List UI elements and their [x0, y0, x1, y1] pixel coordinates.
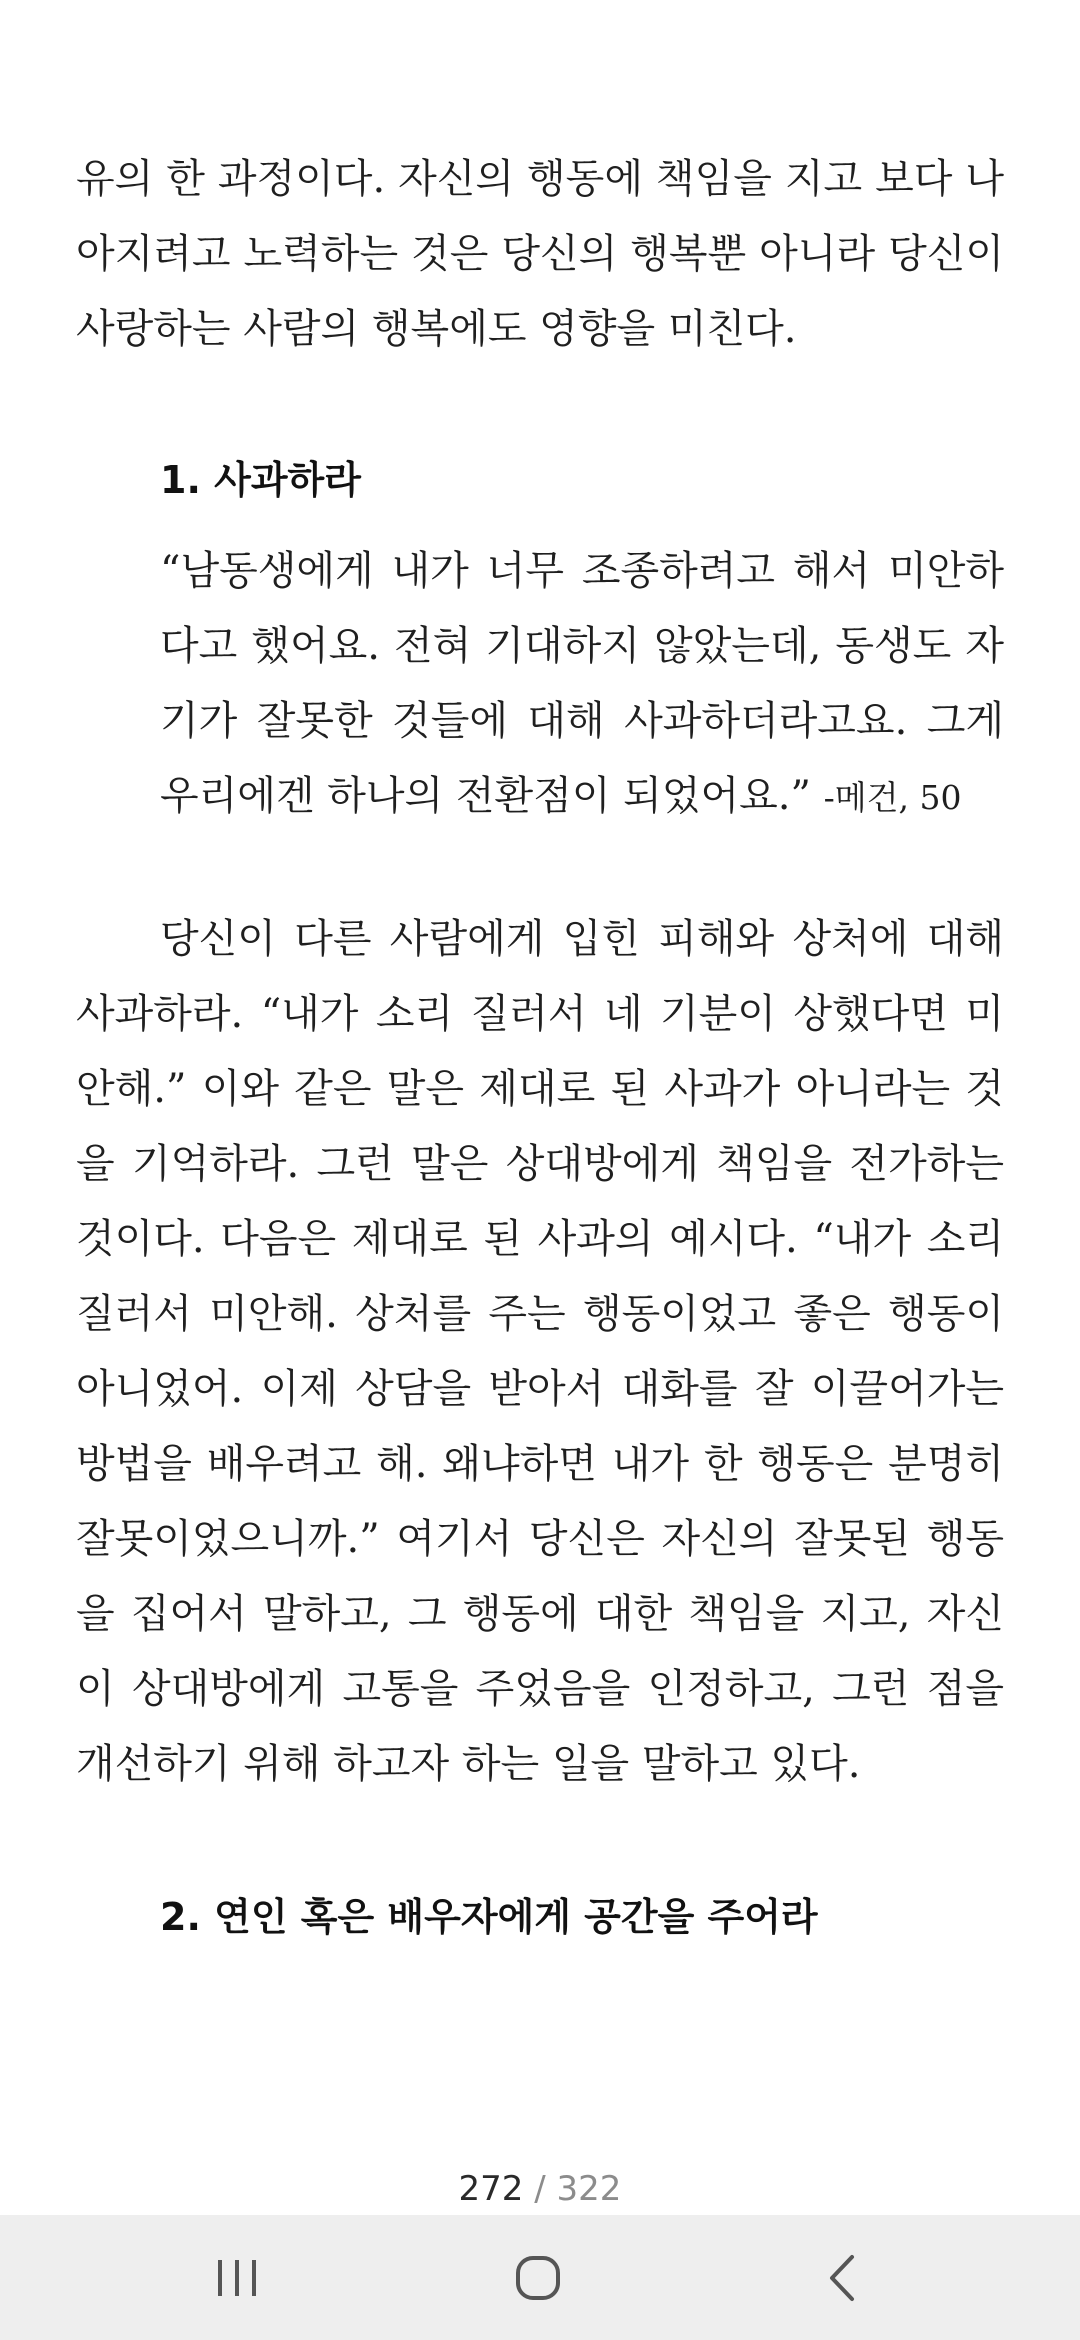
page-indicator — [0, 2164, 1080, 2214]
home-button[interactable] — [458, 2215, 618, 2340]
back-icon — [825, 2254, 859, 2302]
page-separator: / — [523, 2169, 557, 2209]
body-paragraph: 유의 한 과정이다. 자신의 행동에 책임을 지고 보다 나아지려고 노력하는 것은 당신의 행복뿐 아니라 당신이 사랑하는 사람의 행복에도 영향을 미친다. — [76, 156, 1004, 352]
body-paragraph: 당신이 다른 사람에게 입힌 피해와 상처에 대해 사과하라. “내가 소리 질러서 네 기분이 상했다면 미안해.” 이와 같은 말은 제대로 된 사과가 아니라는 것을 기억하라. 그런 말은 상대방에게 책임을 전가하는 것이다. 다음은 제대로 된 사과의 예시다. “내가 소리 질러서 미안해. 상처를 주는 행동이었고 좋은 행동이 아니었어. 이제 상담을 받아서 대화를 잘 이끌어가는 방법을 배우려고 해. 왜냐하면 내가 한 행동은 분명히 잘못이었으니까.” 여기서 당신은 자신의 잘못된 행동을 집어서 말하고, 그 행동에 대한 책임을 지고, 자신이 상대방에게 고통을 주었음을 인정하고, 그런 점을 개선하기 위해 하고자 하는 일을 말하고 있다. — [76, 916, 1004, 1787]
section-heading: 2. 연인 혹은 배우자에게 공간을 주어라 — [160, 1895, 818, 1939]
system-navigation-bar — [0, 2215, 1080, 2340]
quote-block — [160, 534, 1004, 835]
home-icon — [514, 2254, 562, 2302]
recent-apps-button[interactable] — [157, 2215, 317, 2340]
recent-apps-icon — [215, 2258, 259, 2298]
total-page-count: 322 — [556, 2169, 622, 2209]
section-heading: 1. 사과하라 — [160, 458, 361, 502]
current-page-number: 272 — [458, 2169, 524, 2209]
quote-attribution: -메건, 50 — [823, 778, 962, 817]
back-button[interactable] — [762, 2215, 922, 2340]
quote-text: “남동생에게 내가 너무 조종하려고 해서 미안하다고 했어요. 전혀 기대하지 않았는데, 동생도 자기가 잘못한 것들에 대해 사과하더라고요. 그게 우리에겐 하나의 전환점이 되었어요.” — [160, 548, 1004, 819]
